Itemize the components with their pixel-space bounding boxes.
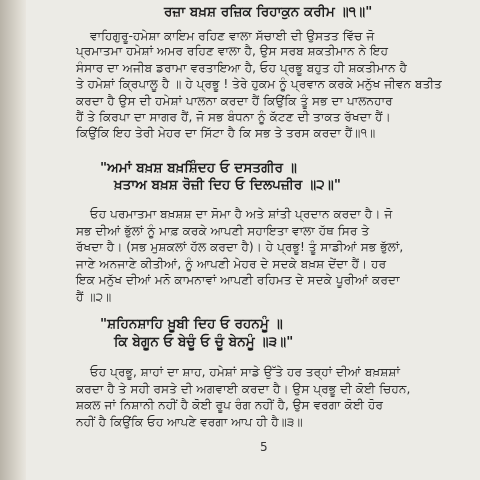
book-page [26, 0, 480, 480]
verse-3-line-2: ਕਿ ਬੇਗੂਨ ਓ ਬੇਚੂੰ ਓ ਚੂੰ ਬੇਨਮੂੰ ॥੩॥" [114, 334, 294, 350]
verse-3-line-1: "ਸ਼ਹਿਨਸ਼ਾਹਿ ਖ਼ੂਬੀ ਦਿਹ ਓ ਰਹਨਮੂੰ ॥ [100, 316, 283, 332]
paragraph-3-line-2: ਕਰਦਾ ਹੈ ਤੇ ਸਹੀ ਰਸਤੇ ਦੀ ਅਗਵਾਈ ਕਰਦਾ ਹੈ। ਉਸ ਪ੍ਰਭੂ ਦੀ ਕੋਈ ਚਿਹਨ, [76, 382, 411, 396]
page-number: 5 [260, 440, 268, 454]
paragraph-1-line-7: ਕਿਉਂਕਿ ਇਹ ਤੇਰੀ ਮੇਹਰ ਦਾ ਸਿੱਟਾ ਹੈ ਕਿ ਸਭ ਤੇ ਤਰਸ ਕਰਦਾ ਹੈਂ॥੧॥ [76, 126, 376, 140]
paragraph-2-line-2: ਸਭ ਦੀਆਂ ਭੁੱਲਾਂ ਨੂੰ ਮਾਫ਼ ਕਰਕੇ ਆਪਣੀ ਸਹਾਇਤਾ ਵਾਲਾ ਹੱਥ ਸਿਰ ਤੇ [76, 224, 370, 238]
text-column [76, 0, 480, 480]
paragraph-1-line-3: ਸੰਸਾਰ ਦਾ ਅਜੀਬ ਡਰਾਮਾ ਵਰਤਾਇਆ ਹੈ, ਓਹ ਪ੍ਰਭੂ ਬਹੁਤ ਹੀ ਸ਼ਕਤੀਮਾਨ ਹੈ [76, 61, 407, 75]
verse-2-line-2: ਖ਼ਤਾਅ ਬਖ਼ਸ਼ ਰੋਜ਼ੀ ਦਿਹ ਓ ਦਿਲਪਜ਼ੀਰ ॥੨॥" [114, 177, 341, 193]
book-gutter [0, 0, 26, 480]
paragraph-2-line-3: ਰੱਖਦਾ ਹੈ। (ਸਭ ਮੁਸ਼ਕਲਾਂ ਹੱਲ ਕਰਦਾ ਹੈ)। ਹੇ ਪ੍ਰਭੂ! ਤੂੰ ਸਾਡੀਆਂ ਸਭ ਭੁੱਲਾਂ, [76, 240, 404, 254]
paragraph-1-line-2: ਪ੍ਰਮਾਤਮਾ ਹਮੇਸ਼ਾਂ ਅਮਰ ਰਹਿਣ ਵਾਲਾ ਹੈ, ਉਸ ਸਰਬ ਸ਼ਕਤੀਮਾਨ ਨੇ ਇਹ [76, 44, 389, 58]
paragraph-3-line-4: ਨਹੀਂ ਹੈ ਕਿਉਂਕਿ ਓਹ ਆਪਣੇ ਵਰਗਾ ਆਪ ਹੀ ਹੈ॥੩॥ [76, 415, 303, 429]
paragraph-1-line-6: ਹੈਂ ਤੇ ਕਿਰਪਾ ਦਾ ਸਾਗਰ ਹੈਂ, ਜੋ ਸਭ ਬੰਧਨਾ ਨੂੰ ਕੱਟਣ ਦੀ ਤਾਕਤ ਰੱਖਦਾ ਹੈਂ। [76, 110, 391, 124]
paragraph-2-line-5: ਇਕ ਮਨੁੱਖ ਦੀਆਂ ਮਨੋ ਕਾਮਨਾਵਾਂ ਆਪਣੀ ਰਹਿਮਤ ਦੇ ਸਦਕੇ ਪੂਰੀਆਂ ਕਰਦਾ [76, 273, 400, 287]
paragraph-2-line-6: ਹੈਂ ॥੨॥ [76, 290, 112, 304]
paragraph-1-line-1: ਵਾਹਿਗੁਰੂ-ਹਮੇਸ਼ਾ ਕਾਇਮ ਰਹਿਣ ਵਾਲਾ ਸੱਚਾਈ ਦੀ ਉਸਤਤ ਵਿੱਚ ਜੋ [90, 29, 375, 43]
paragraph-3-line-3: ਸ਼ਕਲ ਜਾਂ ਨਿਸ਼ਾਨੀ ਨਹੀਂ ਹੈ ਕੋਈ ਰੂਪ ਰੰਗ ਨਹੀਂ ਹੈ, ਉਸ ਵਰਗਾ ਕੋਈ ਹੋਰ [76, 398, 384, 412]
paragraph-1-line-4: ਤੇ ਹਮੇਸ਼ਾਂ ਕ੍ਰਿਪਾਲੂ ਹੈ ॥ ਹੇ ਪ੍ਰਭੂ ! ਤੇਰੇ ਹੁਕਮ ਨੂੰ ਪ੍ਰਵਾਨ ਕਰਕੇ ਮਨੁੱਖ ਜੀਵਨ ਬਤੀਤ [76, 77, 442, 91]
verse-2-line-1: "ਅਮਾਂ ਬਖ਼ਸ਼ ਬਖ਼ਸ਼ਿੰਦਹ ਓ ਦਸਤਗੀਰ ॥ [100, 160, 297, 176]
paragraph-2-line-1: ਓਹ ਪਰਮਾਤਮਾ ਬਖ਼ਸ਼ਸ਼ ਦਾ ਸੋਮਾ ਹੈ ਅਤੇ ਸ਼ਾਂਤੀ ਪ੍ਰਦਾਨ ਕਰਦਾ ਹੈ। ਜੋ [90, 207, 393, 221]
paragraph-1-line-5: ਕਰਦਾ ਹੈ ਉਸ ਦੀ ਹਮੇਸ਼ਾਂ ਪਾਲਨਾ ਕਰਦਾ ਹੈਂ ਕਿਉਂਕਿ ਤੂੰ ਸਭ ਦਾ ਪਾਲਨਹਾਰ [76, 94, 393, 108]
verse-1-line-1: ਰਜ਼ਾ ਬਖ਼ਸ਼ ਰਜ਼ਿਕ ਰਿਹਾਕੁਨ ਕਰੀਮ ॥੧॥" [164, 4, 373, 20]
paragraph-3-line-1: ਓਹ ਪ੍ਰਭੂ, ਸ਼ਾਹਾਂ ਦਾ ਸ਼ਾਹ, ਹਮੇਸ਼ਾਂ ਸਾਡੇ ਉੱਤੇ ਹਰ ਤਰ੍ਹਾਂ ਦੀਆਂ ਬਖ਼ਸ਼ਸ਼ਾਂ [90, 365, 400, 379]
paragraph-2-line-4: ਜਾਣੇ ਅਨਜਾਣੇ ਕੀਤੀਆਂ, ਨੂੰ ਆਪਣੀ ਮੇਹਰ ਦੇ ਸਦਕੇ ਬਖ਼ਸ਼ ਦੇਂਦਾ ਹੈਂ। ਹਰ [76, 257, 387, 271]
